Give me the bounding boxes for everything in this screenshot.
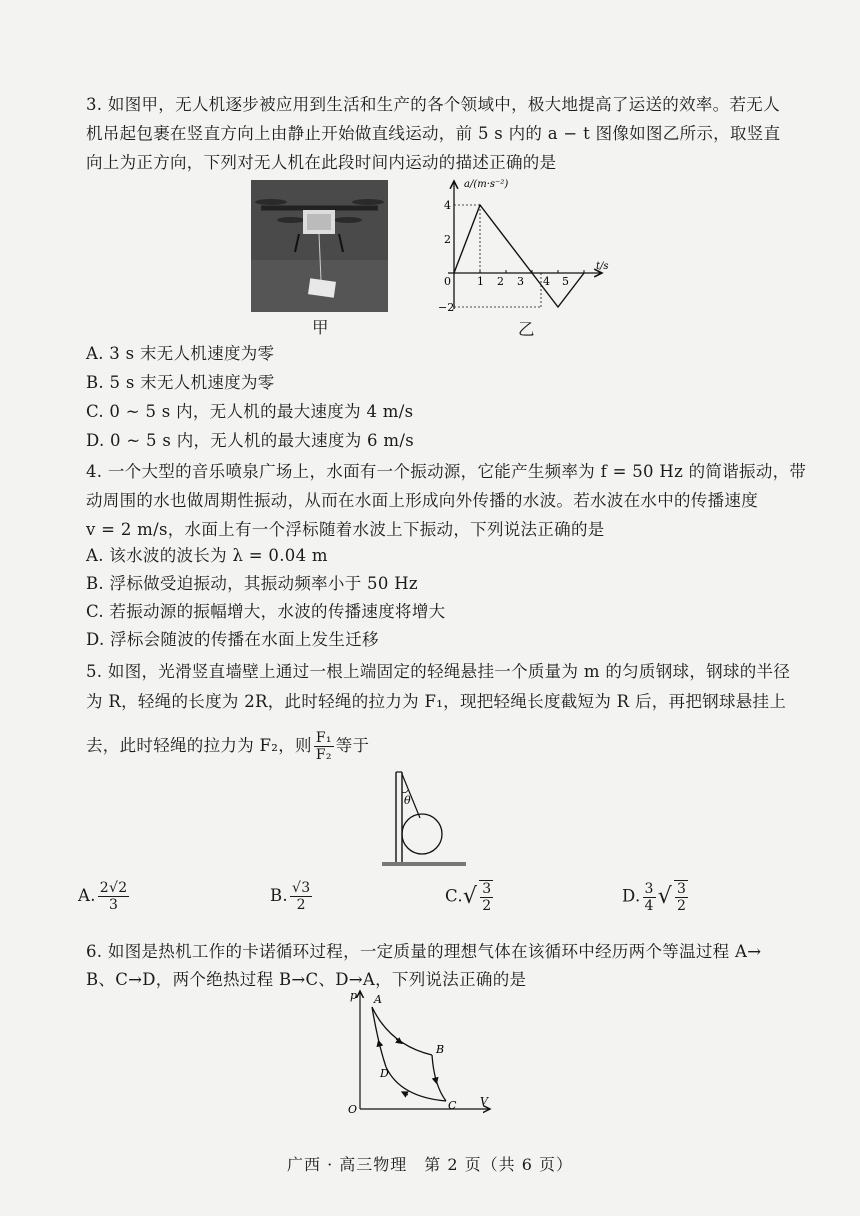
q5-d-inner-num: 3 — [677, 881, 687, 897]
sqrt-sign-c: √ — [462, 884, 478, 909]
point-b-label: B — [436, 1043, 445, 1056]
frac-numerator: F₁ — [315, 730, 332, 746]
q3-option-d[interactable]: D. 0 ~ 5 s 内，无人机的最大速度为 6 m/s — [86, 431, 414, 450]
q5-d-den: 4 — [644, 897, 654, 914]
adiabat-bc — [432, 1055, 446, 1101]
q5-b-num: √3 — [291, 880, 311, 896]
ytick-2: 2 — [444, 233, 451, 246]
q3-option-a[interactable]: A. 3 s 末无人机速度为零 — [86, 344, 275, 363]
q5-line1: 5. 如图，光滑竖直墙壁上通过一根上端固定的轻绳悬挂一个质量为 m 的匀质钢球，钢球的半径 — [86, 662, 791, 681]
point-d-label: D — [380, 1067, 389, 1080]
q3-line3: 向上为正方向，下列对无人机在此段时间内运动的描述正确的是 — [86, 153, 557, 172]
q5-option-b-prefix: B. — [270, 886, 288, 905]
carnot-pv-graph — [340, 985, 500, 1115]
q4-option-a[interactable]: A. 该水波的波长为 λ = 0.04 m — [86, 546, 328, 565]
sqrt-sign-d: √ — [657, 884, 673, 909]
point-c-label: C — [448, 1099, 457, 1112]
q5-a-num: 2√2 — [99, 880, 128, 896]
at-graph — [438, 175, 618, 320]
q3-line1: 3. 如图甲，无人机逐步被应用到生活和生产的各个领域中，极大地提高了运送的效率。若无人 — [86, 95, 780, 114]
q5-line2: 为 R，轻绳的长度为 2R，此时轻绳的拉力为 F₁，现把轻绳长度截短为 R 后，再把钢球悬挂上 — [86, 692, 787, 711]
drone-illustration — [251, 180, 388, 312]
q5-option-c[interactable] — [445, 880, 495, 914]
xtick-2: 2 — [497, 275, 504, 288]
steel-ball — [402, 814, 442, 854]
xtick-3: 3 — [517, 275, 524, 288]
q5-option-c-prefix: C. — [445, 886, 463, 906]
q5-option-d-inner-frac — [674, 880, 688, 914]
q5-b-den: 2 — [296, 897, 306, 913]
q5-option-b[interactable] — [270, 880, 314, 913]
photo-caption: 甲 — [312, 318, 329, 337]
xtick-4: 4 — [543, 275, 550, 288]
q5-d-inner-den: 2 — [677, 898, 687, 914]
q6-line1: 6. 如图是热机工作的卡诺循环过程，一定质量的理想气体在该循环中经历两个等温过程 A→ — [86, 942, 762, 961]
f1-over-f2-fraction — [314, 730, 334, 763]
drone-photo — [251, 180, 388, 312]
angle-theta: θ — [404, 794, 411, 807]
ytick-4: 4 — [444, 199, 451, 212]
graph-origin: 0 — [444, 275, 451, 288]
q5-option-d-prefix: D. — [622, 886, 641, 906]
q5-option-c-frac — [479, 880, 493, 914]
arrow-cd — [404, 1093, 408, 1095]
q4-option-c[interactable]: C. 若振动源的振幅增大，水波的传播速度将增大 — [86, 602, 446, 621]
q6-line2: B、C→D，两个绝热过程 B→C、D→A，下列说法正确的是 — [86, 970, 527, 989]
xtick-1: 1 — [477, 275, 484, 288]
at-curve — [454, 205, 584, 307]
q5-option-a[interactable] — [78, 880, 131, 913]
adiabat-da — [372, 1007, 386, 1067]
q4-option-d[interactable]: D. 浮标会随波的传播在水面上发生迁移 — [86, 630, 379, 649]
q4-line1: 4. 一个大型的音乐喷泉广场上，水面有一个振动源，它能产生频率为 f = 50 Hz 的简谐振动，带 — [86, 462, 807, 481]
origin-label: O — [348, 1103, 358, 1115]
graph-ylabel: a/(m·s⁻²) — [464, 179, 509, 190]
q5-a-den: 3 — [108, 897, 119, 913]
v-axis-label: V — [480, 1095, 488, 1108]
q5-line3-prefix: 去，此时轻绳的拉力为 F₂，则 — [86, 736, 312, 755]
q4-line2: 动周围的水也做周期性振动，从而在水面上形成向外传播的水波。若水波在水中的传播速度 — [86, 491, 758, 510]
q5-c-den: 2 — [482, 898, 492, 914]
frac-denominator: F₂ — [315, 747, 332, 763]
q3-option-b[interactable]: B. 5 s 末无人机速度为零 — [86, 373, 275, 392]
q4-line3: v = 2 m/s，水面上有一个浮标随着水波上下振动，下列说法正确的是 — [86, 520, 605, 539]
page-footer: 广西 · 高三物理 第 2 页（共 6 页） — [287, 1155, 573, 1174]
q5-line3-suffix: 等于 — [335, 736, 370, 755]
q5-d-num: 3 — [644, 880, 654, 897]
ground — [382, 862, 466, 866]
q3-line2: 机吊起包裹在竖直方向上由静止开始做直线运动，前 5 s 内的 a − t 图像如图乙所示，取竖直 — [86, 124, 781, 143]
graph-xlabel: t/s — [596, 261, 609, 272]
q4-option-b[interactable]: B. 浮标做受迫振动，其振动频率小于 50 Hz — [86, 574, 418, 593]
q3-option-c[interactable]: C. 0 ~ 5 s 内，无人机的最大速度为 4 m/s — [86, 402, 414, 421]
q5-option-d[interactable] — [622, 880, 690, 914]
xtick-5: 5 — [562, 275, 569, 288]
q5-option-a-prefix: A. — [78, 886, 96, 905]
ytick-neg2: −2 — [438, 301, 455, 314]
q5-option-a-frac — [98, 880, 130, 913]
graph-caption: 乙 — [518, 320, 535, 339]
p-axis-label: p — [350, 989, 358, 1002]
wall-ball-figure — [380, 768, 480, 872]
q5-option-d-frac — [643, 881, 656, 914]
point-a-label: A — [374, 993, 382, 1006]
q5-line3 — [86, 730, 369, 763]
q5-option-b-frac — [290, 880, 312, 913]
q5-c-num: 3 — [482, 881, 492, 897]
